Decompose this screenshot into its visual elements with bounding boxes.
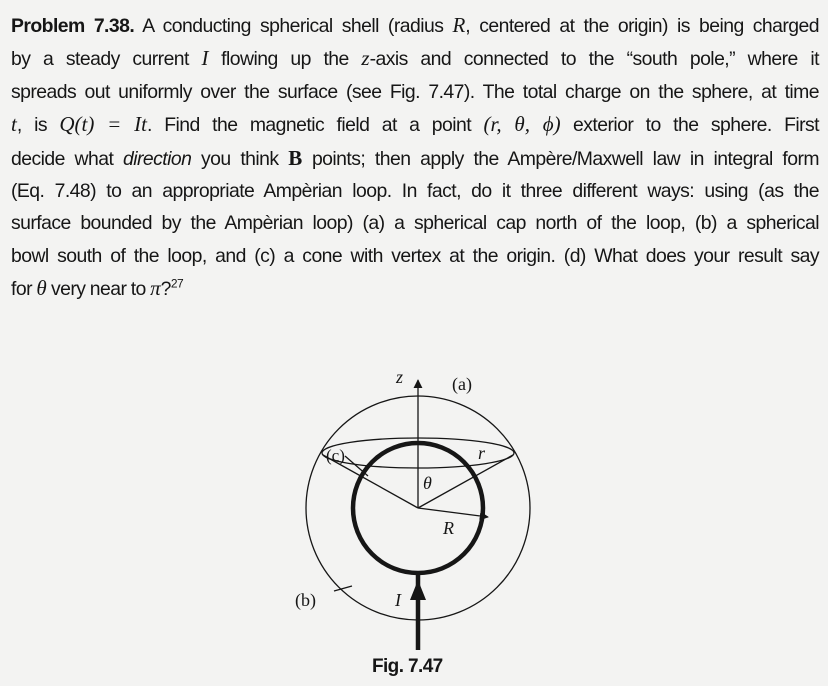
problem-line-9: for θ very near to π?$^{27}$ (11, 276, 184, 301)
problem-line-3: spreads out uniformly over the surface (see Fig. 7.47). The total charge on the sphere, at time (11, 80, 819, 103)
problem-line-5: decide what direction you think B points; then apply the Ampère/Maxwell law in integral form (11, 145, 819, 170)
label-b: (b) (295, 590, 316, 610)
label-a: (a) (452, 374, 472, 394)
label-I: I (395, 590, 401, 610)
problem-line-6: (Eq. 7.48) to an appropriate Ampèrian loop. In fact, do it three different ways: using (as the (11, 180, 819, 203)
figure-caption: Fig. 7.47 (372, 656, 443, 677)
radius-arrow (418, 508, 488, 517)
problem-label: Problem 7.38. (11, 15, 135, 37)
label-c: (c) (326, 446, 345, 465)
current-arrow (410, 580, 426, 600)
label-theta: θ (423, 473, 432, 493)
label-R: R (443, 518, 454, 538)
leader-b (334, 586, 352, 591)
footnote-marker: 27 (170, 276, 184, 291)
label-z: z (396, 367, 404, 387)
label-r: r (478, 443, 486, 463)
problem-line-2: by a steady current I flowing up the z-axis and connected to the “south pole,” where it (11, 46, 819, 71)
problem-line-4: t, is Q(t) = It. Find the magnetic field at a point (r, θ, ϕ) exterior to the sphere. First (11, 112, 820, 137)
problem-line-8: bowl south of the loop, and (c) a cone with vertex at the origin. (d) What does your result say (11, 244, 819, 267)
problem-line-7: surface bounded by the Ampèrian loop) (a) a spherical cap north of the loop, (b) a spherical (11, 212, 819, 235)
problem-line-1: Problem 7.38. A conducting spherical shell (radius R, centered at the origin) is being charged (11, 13, 819, 37)
